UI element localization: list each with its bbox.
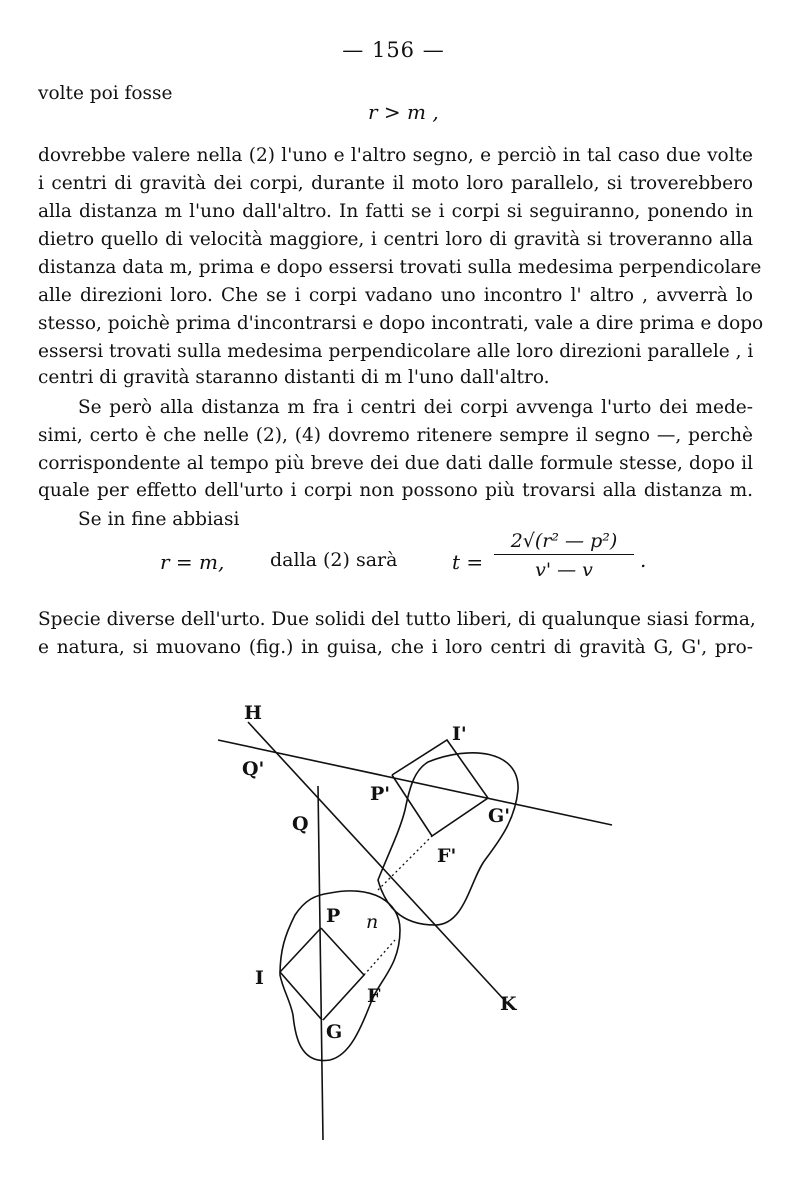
text-line: Se però alla distanza m fra i centri dei corpi avvenga l'urto dei mede- bbox=[78, 397, 753, 418]
text-line: alla distanza m l'uno dall'altro. In fatti se i corpi si seguiranno, ponendo in bbox=[38, 201, 753, 222]
label-Q: Q bbox=[292, 813, 309, 835]
text-line: quale per effetto dell'urto i corpi non possono più trovarsi alla distanza m. bbox=[38, 480, 753, 501]
dotted-line-lower bbox=[364, 940, 395, 975]
text-line: stesso, poichè prima d'incontrarsi e dopo incontrati, vale a dire prima e dopo bbox=[38, 313, 764, 334]
label-n: n bbox=[366, 911, 379, 933]
label-F-prime: F' bbox=[437, 845, 457, 867]
label-F: F bbox=[367, 985, 381, 1007]
label-Q-prime: Q' bbox=[242, 758, 265, 780]
label-P-prime: P' bbox=[370, 783, 391, 805]
label-G-prime: G' bbox=[488, 805, 511, 827]
label-P: P bbox=[326, 905, 341, 927]
dotted-line-upper bbox=[378, 836, 432, 890]
lower-rectangle bbox=[321, 928, 364, 1020]
text-line: Se in fine abbiasi bbox=[78, 509, 240, 530]
text-line: centri di gravità staranno distanti di m l'uno dall'altro. bbox=[38, 367, 550, 388]
page-number: — 156 — bbox=[342, 38, 445, 62]
label-H: H bbox=[244, 702, 262, 724]
text-line: corrispondente al tempo più breve dei due dati dalle formule stesse, dopo il bbox=[38, 453, 753, 474]
text-line: distanza data m, prima e dopo essersi trovati sulla medesima perpendicolare bbox=[38, 257, 762, 278]
impact-line bbox=[248, 722, 511, 1004]
text-line: volte poi fosse bbox=[38, 83, 173, 104]
label-I: I bbox=[255, 967, 264, 989]
text-line: alle direzioni loro. Che se i corpi vadano uno incontro l' altro , avverrà lo bbox=[38, 285, 753, 306]
label-I-prime: I' bbox=[452, 723, 467, 745]
text-line: simi, certo è che nelle (2), (4) dovremo ritenere sempre il segno —, perchè bbox=[38, 425, 753, 446]
text-line: dovrebbe valere nella (2) l'uno e l'altro segno, e perciò in tal caso due volte bbox=[38, 145, 753, 166]
label-K: K bbox=[500, 993, 517, 1015]
equation-text: dalla (2) sarà bbox=[270, 549, 398, 571]
text-line: i centri di gravità dei corpi, durante il moto loro parallelo, si troverebbero bbox=[38, 173, 753, 194]
text-line: e natura, si muovano (fig.) in guisa, che i loro centri di gravità G, G', pro- bbox=[38, 637, 753, 658]
text-line: essersi trovati sulla medesima perpendicolare alle loro direzioni parallele , i bbox=[38, 341, 754, 362]
label-G: G bbox=[326, 1021, 343, 1043]
equation-r-greater-m: r > m , bbox=[368, 100, 439, 124]
fraction-numerator: 2√(r² — p²) bbox=[494, 530, 634, 555]
text-line: dietro quello di velocità maggiore, i centri loro di gravità si troveranno alla bbox=[38, 229, 753, 250]
text-line: Specie diverse dell'urto. Due solidi del tutto liberi, di qualunque siasi forma, bbox=[38, 609, 756, 630]
equation-period: . bbox=[640, 548, 647, 572]
equation-r-equals-m: r = m, bbox=[160, 550, 225, 574]
lower-triangle bbox=[280, 928, 322, 1020]
vertical-line bbox=[318, 786, 323, 1140]
equation-lhs: t = bbox=[452, 550, 484, 574]
fraction-denominator: v' — v bbox=[535, 559, 593, 581]
